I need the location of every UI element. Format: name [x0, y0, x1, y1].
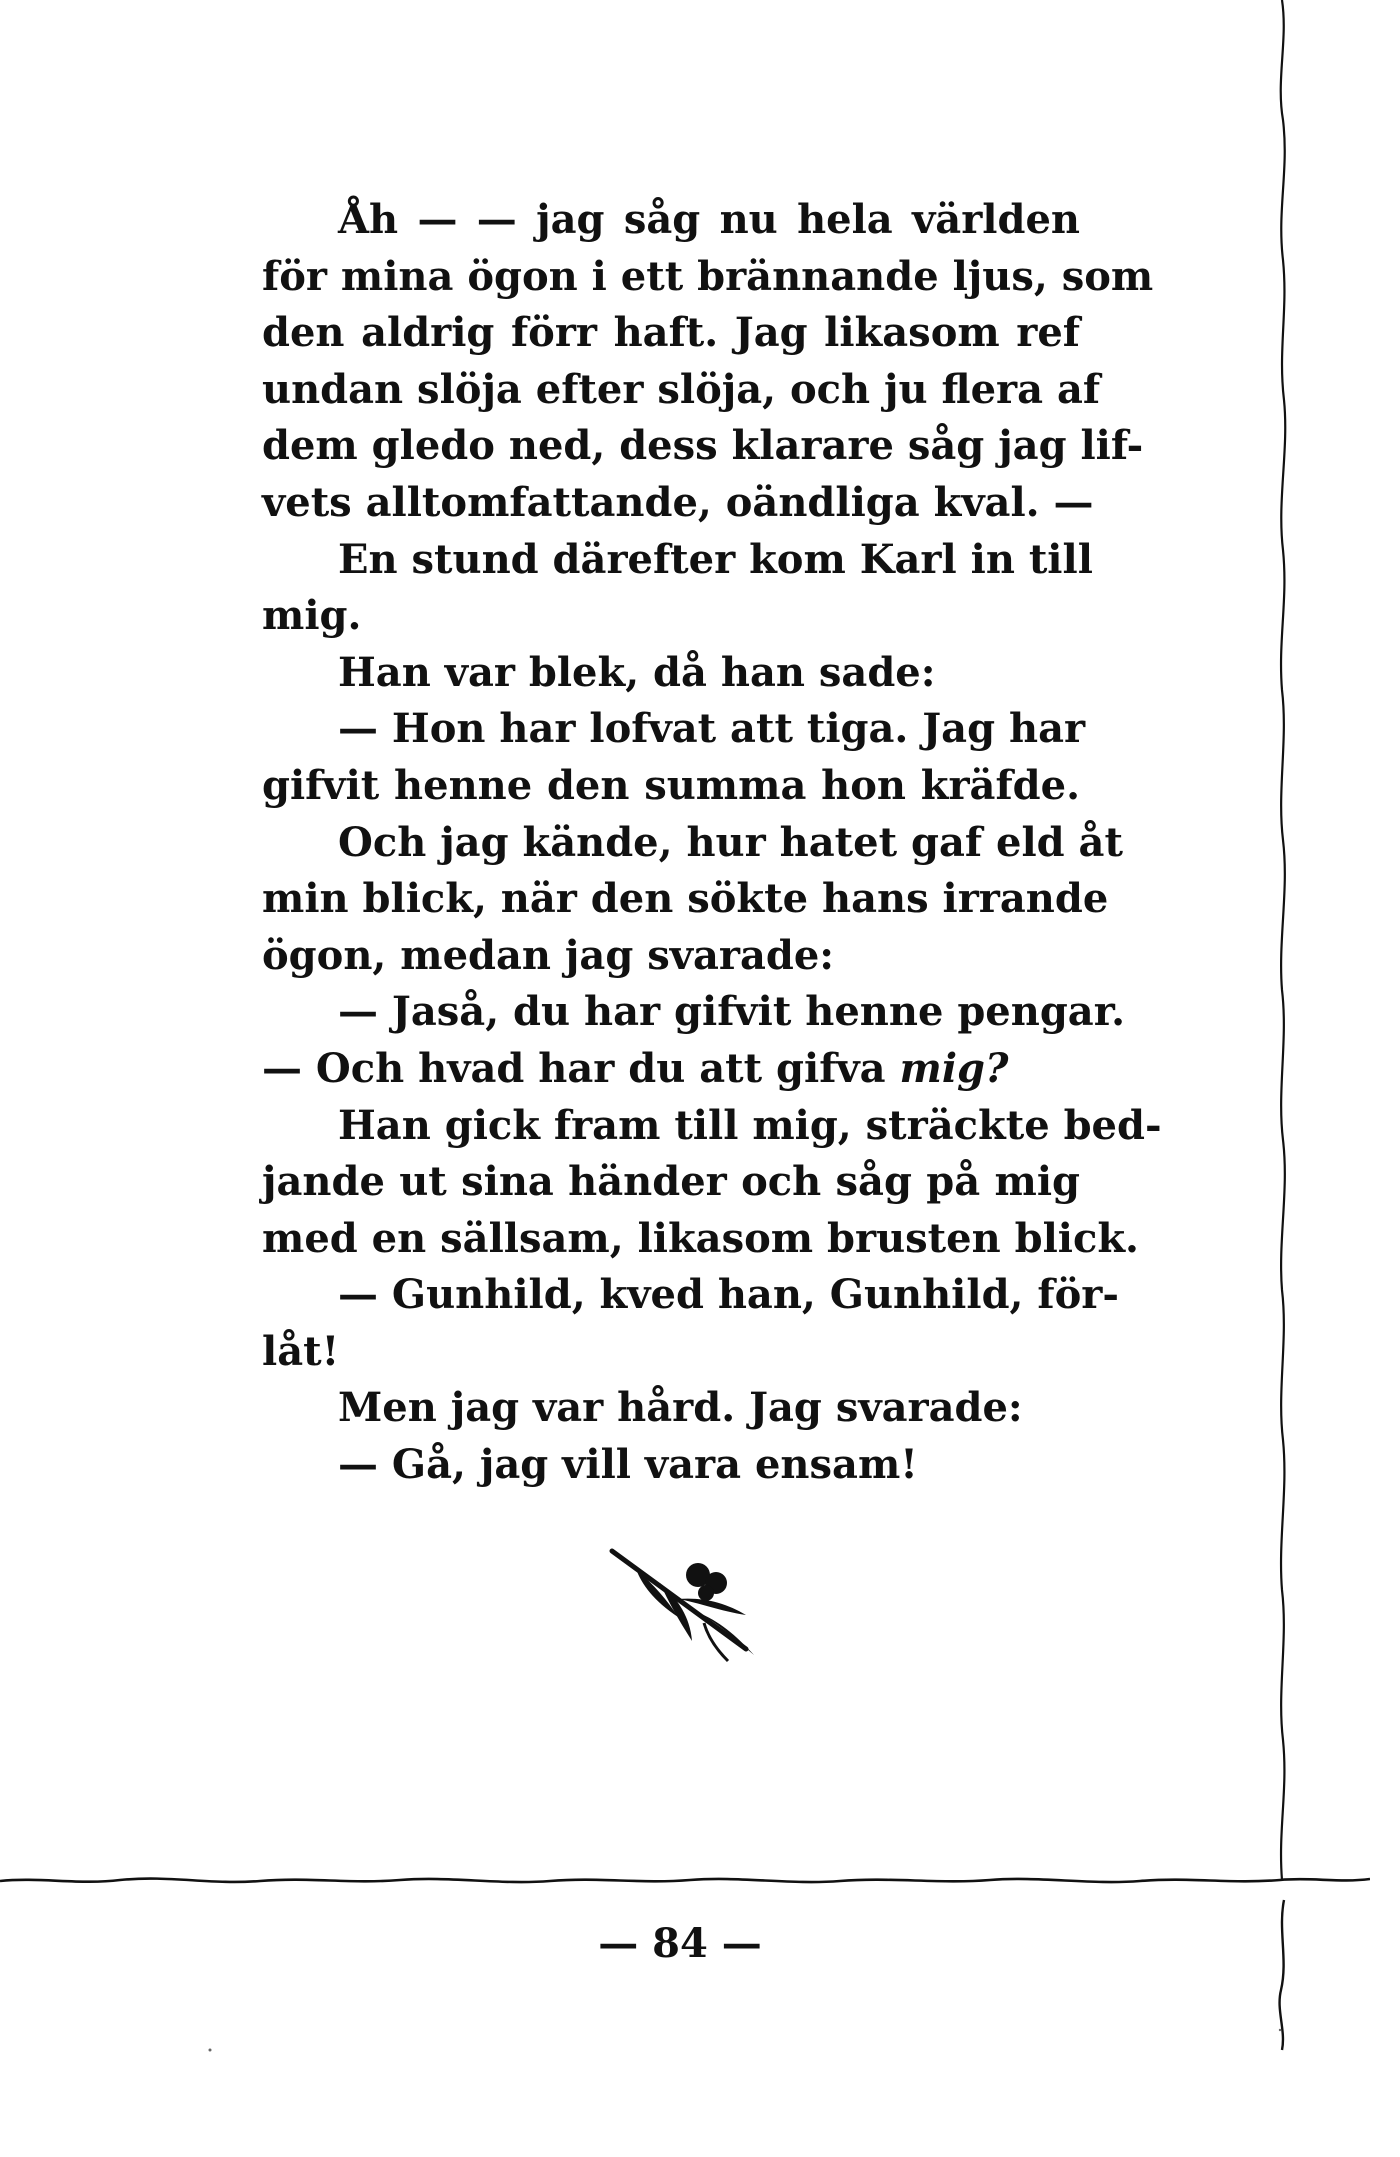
- text-line-mixed: [262, 1041, 1080, 1098]
- text-line: låt!: [262, 1327, 340, 1375]
- page-border-bottom: [0, 1865, 1370, 1895]
- text-line: den aldrig förr haft. Jag likasom ref: [262, 309, 1080, 357]
- emphasis-text: mig?: [899, 1044, 1009, 1092]
- page-border-right: [1270, 0, 1300, 2060]
- text-line: — Hon har lofvat att tiga. Jag har: [338, 705, 1086, 753]
- text-line: Men jag var hård. Jag svarade:: [338, 1384, 1023, 1432]
- text-line: Åh — — jag såg nu hela världen: [338, 196, 1080, 243]
- text-line: min blick, när den sökte hans irrande: [262, 875, 1109, 923]
- text-line: — Jaså, du har gifvit henne pengar.: [338, 988, 1126, 1036]
- text-line: mig.: [262, 592, 362, 640]
- text-line: vets alltomfattande, oändliga kval. —: [262, 478, 1094, 526]
- text-line: för mina ögon i ett brännande ljus, som: [262, 252, 1154, 300]
- text-line: med en sällsam, likasom brusten blick.: [262, 1214, 1139, 1262]
- text-line: Han var blek, då han sade:: [338, 648, 936, 696]
- text-line: undan slöja efter slöja, och ju flera af: [262, 365, 1101, 413]
- olive-branch-icon: [608, 1545, 758, 1665]
- text-segment: — Och hvad har du att gifva: [262, 1044, 900, 1092]
- page-number: — 84 —: [598, 1920, 762, 1967]
- text-line: — Gå, jag vill vara ensam!: [338, 1441, 918, 1489]
- body-text: [262, 192, 1162, 1494]
- text-line: ögon, medan jag svarade:: [262, 931, 835, 979]
- text-line: En stund därefter kom Karl in till: [338, 535, 1093, 583]
- text-line: gifvit henne den summa hon kräfde.: [262, 761, 1080, 809]
- text-line: — Gunhild, kved han, Gunhild, för-: [338, 1271, 1119, 1319]
- text-line: jande ut sina händer och såg på mig: [262, 1158, 1080, 1206]
- text-line: Han gick fram till mig, sträckte bed-: [338, 1101, 1162, 1149]
- text-line: dem gledo ned, dess klarare såg jag lif-: [262, 422, 1144, 470]
- text-line: Och jag kände, hur hatet gaf eld åt: [338, 818, 1123, 866]
